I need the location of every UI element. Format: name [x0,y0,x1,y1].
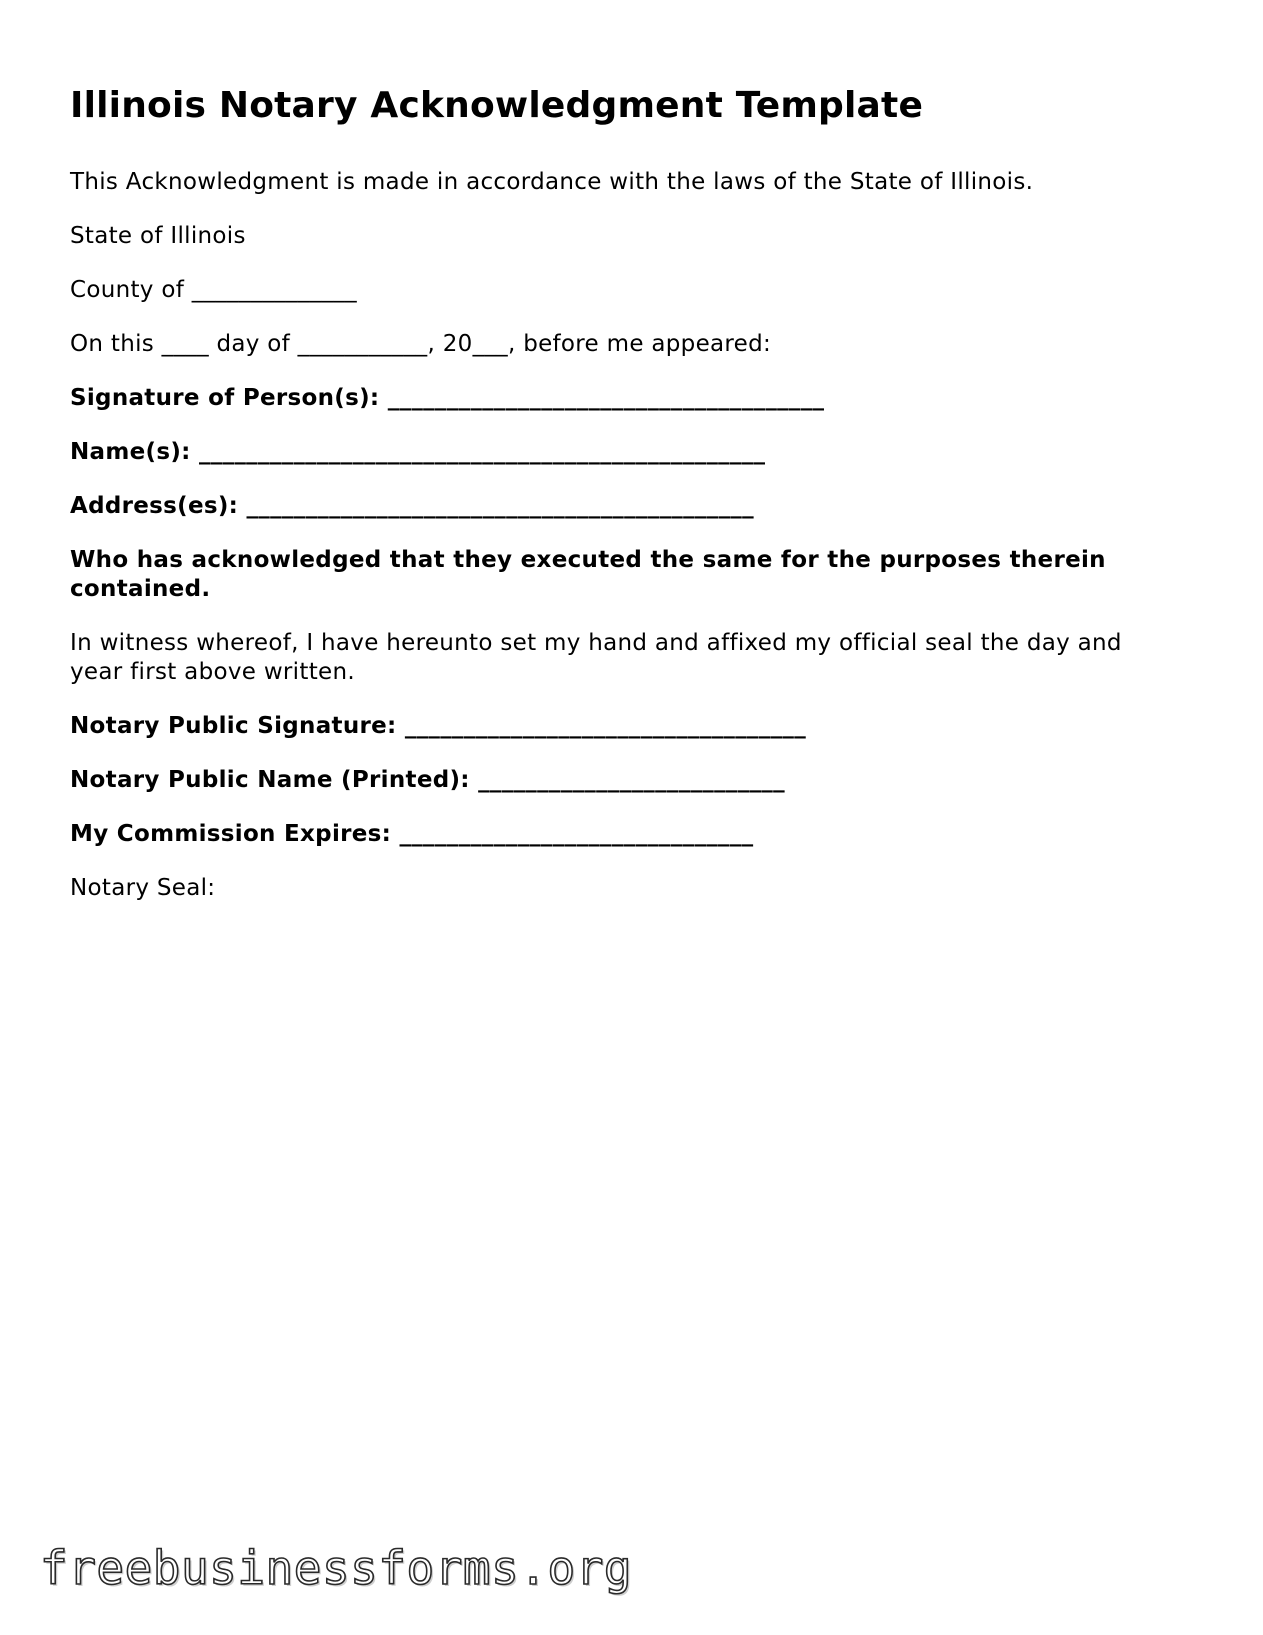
document-page [70,84,1180,928]
intro-paragraph: This Acknowledgment is made in accordance with the laws of the State of Illinois. [70,169,1034,195]
watermark-logo: freebusinessforms.org [40,1541,633,1595]
notary-name-field: Notary Public Name (Printed): __________________________ [70,767,785,793]
notary-signature-field: Notary Public Signature: __________________________________ [70,713,807,739]
state-line: State of Illinois [70,223,246,249]
page-title: Illinois Notary Acknowledgment Template [70,85,924,126]
acknowledged-statement: Who has acknowledged that they executed the same for the purposes therein contained. [70,547,1106,602]
witness-statement: In witness whereof, I have hereunto set my hand and affixed my official seal the day and year first above written. [70,630,1122,685]
commission-expires-field: My Commission Expires: ______________________________ [70,821,754,847]
addresses-field: Address(es): ___________________________________________ [70,493,754,519]
signature-of-persons-field: Signature of Person(s): _____________________________________ [70,385,825,411]
county-line: County of ______________ [70,277,357,303]
date-line: On this ____ day of ___________, 20___, before me appeared: [70,331,772,357]
names-field: Name(s): ________________________________________________ [70,439,766,465]
notary-seal-label: Notary Seal: [70,875,216,901]
